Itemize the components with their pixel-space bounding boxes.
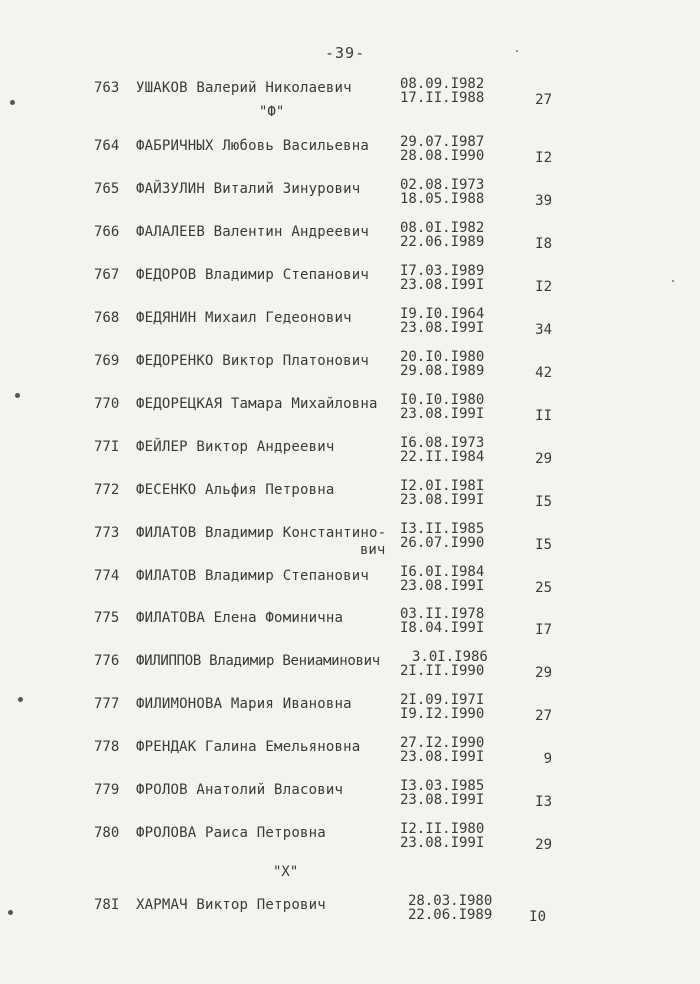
entry-count: I5 [535,537,552,553]
entry-number: 765 [94,181,120,197]
entry-number: 773 [94,525,120,541]
entry-end-date: 22.06.I989 [400,234,485,250]
entry-name: ФРОЛОВА Раиса Петровна [136,825,326,841]
entry-number: 78I [94,897,120,913]
list-item [0,134,700,174]
list-item [0,349,700,389]
entry-name: ФРЕНДАК Галина Емельяновна [136,739,361,755]
entry-start-date: 08.09.I982 [400,76,485,92]
list-item [0,435,700,475]
entry-number: 774 [94,568,120,584]
entry-end-date: 29.08.I989 [400,363,485,379]
entry-end-date: 23.08.I99I [400,492,485,508]
entry-count: I7 [535,622,552,638]
entry-start-date: 27.I2.I990 [400,735,485,751]
page-number: -39- [325,44,366,62]
entry-count: I0 [529,909,546,925]
entry-count: 29 [535,837,552,853]
entry-count: I8 [535,236,552,252]
entry-end-date: 22.06.I989 [408,907,493,923]
list-item [0,177,700,217]
list-item [0,392,700,432]
entry-number: 776 [94,653,120,669]
entry-end-date: I8.04.I99I [400,620,485,636]
list-item [0,564,700,604]
entry-name: ФАЛАЛЕЕВ Валентин Андреевич [136,224,369,240]
entry-name: ФАБРИЧНЫХ Любовь Васильевна [136,138,369,154]
entry-name: ФИЛАТОВА Елена Фоминична [136,610,344,626]
entry-number: 780 [94,825,120,841]
entry-start-date: I9.I0.I964 [400,306,485,322]
list-item [0,606,700,646]
entry-name: ФИЛИППОВ Владимир Вениаминович [136,653,380,669]
entry-count: II [535,408,552,424]
entry-number: 767 [94,267,120,283]
entry-name: ФИЛАТОВ Владимир Константино- [136,525,387,541]
paper-speck [516,50,518,52]
entry-name: ХАРМАЧ Виктор Петрович [136,897,326,913]
list-item [0,778,700,818]
entry-count: I2 [535,279,552,295]
entry-number: 777 [94,696,120,712]
entry-start-date: I2.0I.I98I [400,478,485,494]
entry-end-date: 23.08.I99I [400,749,485,765]
entry-end-date: 18.05.I988 [400,191,485,207]
letter-heading-h: "Х" [273,864,299,880]
entry-name: ФРОЛОВ Анатолий Власович [136,782,344,798]
list-item [0,263,700,303]
entry-name: ФЕДОРЕНКО Виктор Платонович [136,353,369,369]
entry-name: ФЕДЯНИН Михаил Гедеонович [136,310,352,326]
entry-start-date: I7.03.I989 [400,263,485,279]
entry-name: ФЕДОРОВ Владимир Степанович [136,267,369,283]
entry-count: 25 [535,580,552,596]
list-item [0,521,700,561]
entry-number: 768 [94,310,120,326]
entry-end-date: 22.II.I984 [400,449,485,465]
list-item [0,478,700,518]
entry-end-date: 17.II.I988 [400,90,485,106]
list-item [0,821,700,861]
entry-start-date: I0.I0.I980 [400,392,485,408]
entry-number: 775 [94,610,120,626]
entry-name-continuation: вич [360,542,386,558]
entry-start-date: I6.0I.I984 [400,564,485,580]
list-item [0,692,700,732]
entry-start-date: 08.0I.I982 [400,220,485,236]
list-item [0,220,700,260]
entry-number: 770 [94,396,120,412]
entry-number: 766 [94,224,120,240]
entry-number: 764 [94,138,120,154]
entry-end-date: 23.08.I99I [400,277,485,293]
entry-number: 763 [94,80,120,96]
entry-count: 34 [535,322,552,338]
entry-end-date: 23.08.I99I [400,406,485,422]
entry-start-date: 2I.09.I97I [400,692,485,708]
letter-heading-f: "Ф" [259,104,285,120]
entry-end-date: 28.08.I990 [400,148,485,164]
entry-end-date: 23.08.I99I [400,792,485,808]
entry-end-date: 23.08.I99I [400,578,485,594]
entry-name: ФАЙЗУЛИН Виталий Зинурович [136,181,361,197]
entry-start-date: 29.07.I987 [400,134,485,150]
list-item [0,735,700,775]
entry-number: 769 [94,353,120,369]
entry-count: 9 [543,751,552,767]
list-item [0,893,700,933]
list-item [0,649,700,689]
entry-number: 779 [94,782,120,798]
entry-end-date: 23.08.I99I [400,320,485,336]
list-item [0,306,700,346]
entry-count: 29 [535,451,552,467]
entry-number: 778 [94,739,120,755]
entry-start-date: 02.08.I973 [400,177,485,193]
entry-count: 27 [535,92,552,108]
entry-name: ФИЛИМОНОВА Мария Ивановна [136,696,352,712]
entry-start-date: I2.II.I980 [400,821,485,837]
entry-name: УШАКОВ Валерий Николаевич [136,80,352,96]
list-item [0,76,700,116]
entry-count: 29 [535,665,552,681]
entry-name: ФЕЙЛЕР Виктор Андреевич [136,439,335,455]
entry-end-date: 26.07.I990 [400,535,485,551]
entry-count: 39 [535,193,552,209]
entry-end-date: I9.I2.I990 [400,706,485,722]
entry-start-date: 20.I0.I980 [400,349,485,365]
entry-end-date: 23.08.I99I [400,835,485,851]
entry-start-date: I6.08.I973 [400,435,485,451]
entry-start-date: 28.03.I980 [408,893,493,909]
entry-start-date: 03.II.I978 [400,606,485,622]
entry-name: ФИЛАТОВ Владимир Степанович [136,568,369,584]
entry-start-date: I3.03.I985 [400,778,485,794]
entry-number: 772 [94,482,120,498]
entry-count: I3 [535,794,552,810]
entry-start-date: 3.0I.I986 [412,649,488,665]
entry-end-date: 2I.II.I990 [400,663,485,679]
entry-number: 77I [94,439,120,455]
entry-name: ФЕСЕНКО Альфия Петровна [136,482,335,498]
entry-start-date: I3.II.I985 [400,521,485,537]
entry-count: 27 [535,708,552,724]
entry-count: I5 [535,494,552,510]
entry-count: 42 [535,365,552,381]
entry-count: I2 [535,150,552,166]
entry-name: ФЕДОРЕЦКАЯ Тамара Михайловна [136,396,378,412]
